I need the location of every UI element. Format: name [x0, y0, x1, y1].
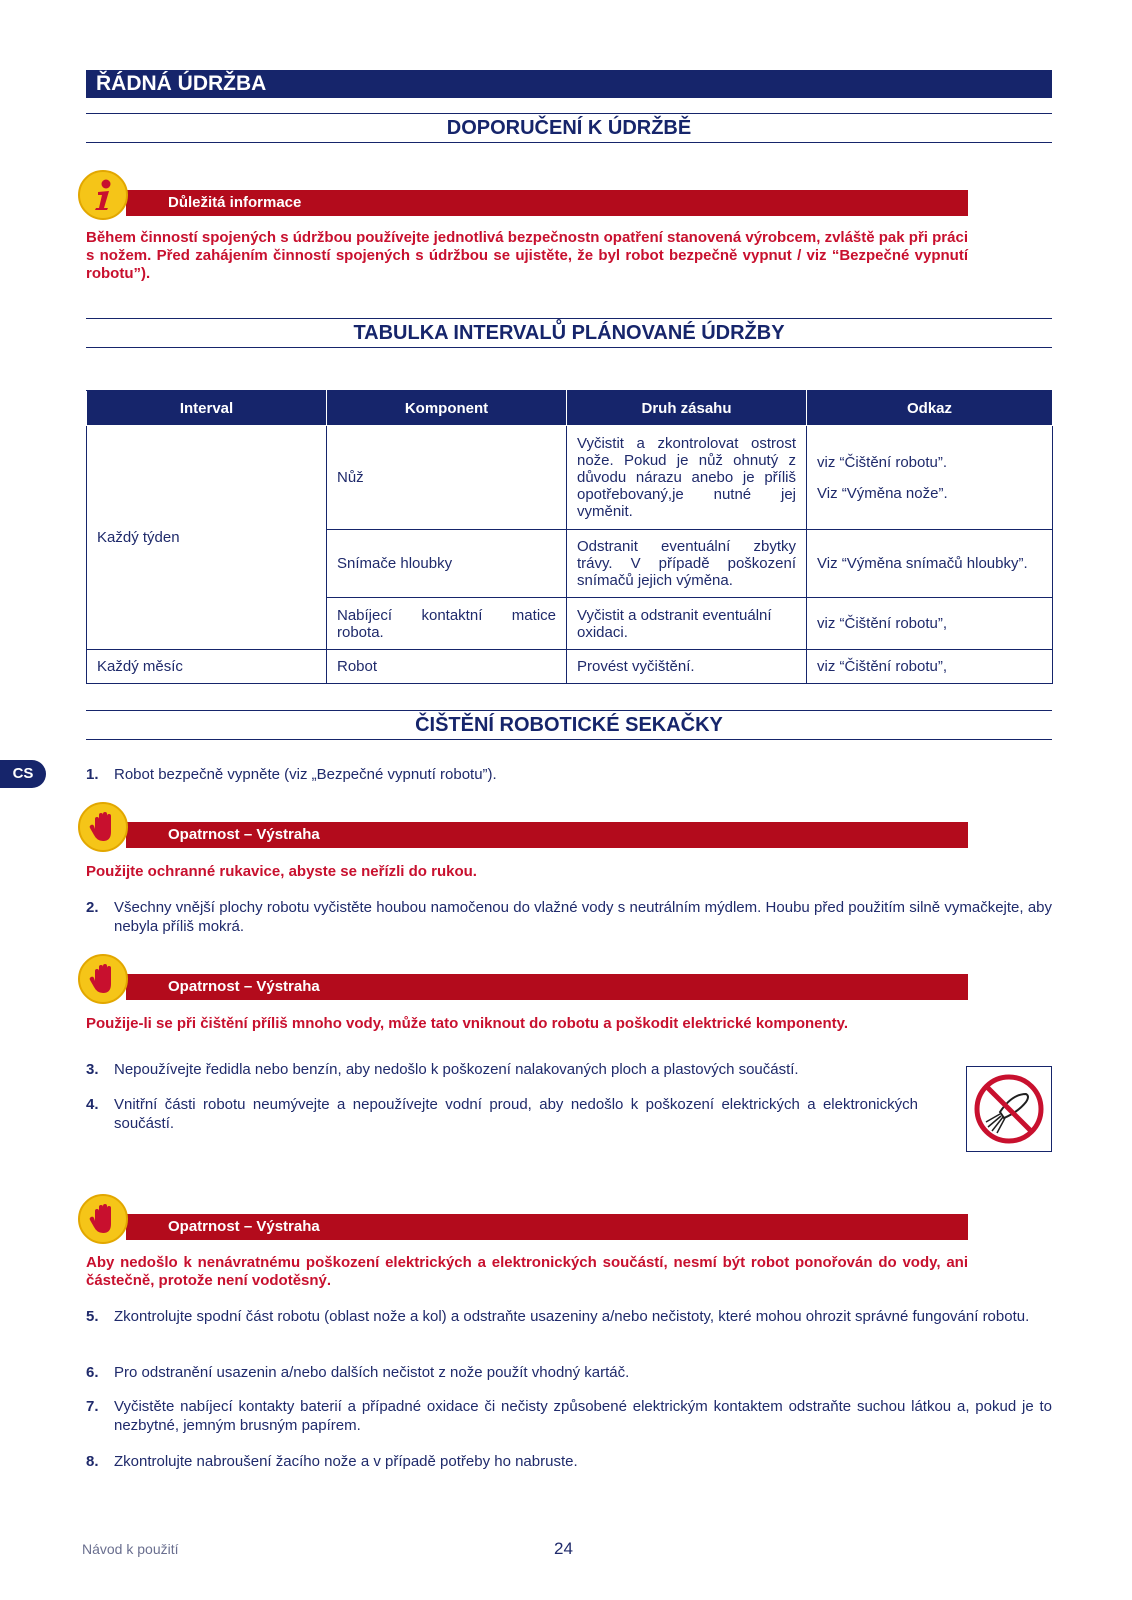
- reference-cell: Viz “Výměna snímačů hloubky”.: [807, 530, 1053, 598]
- reference-cell: viz “Čištění robotu”,: [807, 650, 1053, 684]
- step-item: [86, 1363, 1052, 1382]
- warning-text: Aby nedošlo k nenávratnému poškození elektrických a elektronických součástí, nesmí být robot ponořován do vody, ani částečně, protože není vodotěsný.: [86, 1254, 968, 1289]
- warning-bar: [126, 822, 968, 848]
- stop-hand-icon: [78, 954, 128, 1004]
- component-cell: Robot: [327, 650, 567, 684]
- component-cell: Nůž: [327, 426, 567, 530]
- header-action: Druh zásahu: [567, 391, 807, 426]
- info-title: Důležitá informace: [168, 194, 302, 211]
- interval-weekly: Každý týden: [87, 426, 327, 650]
- step-number: 6.: [86, 1364, 99, 1381]
- step-text: Pro odstranění usazenin a/nebo dalších nečistot z nože použít vhodný kartáč.: [114, 1364, 630, 1381]
- step-number: 7.: [86, 1398, 99, 1415]
- no-water-jet-icon: [966, 1066, 1052, 1152]
- step-text: Zkontrolujte nabroušení žacího nože a v případě potřeby ho nabruste.: [114, 1453, 578, 1470]
- step-number: 1.: [86, 766, 99, 783]
- footer-manual-label: Návod k použití: [82, 1541, 179, 1557]
- info-text: Během činností spojených s údržbou používejte jednotlivá bezpečnostn opatření stanovená výrobcem, zvláště pak při práci s nožem. Před zahájením činností spojených s údržbou se ujistěte, že byl robot bezpečně vypnut / viz “Bezpečné vypnutí robotu”).: [86, 229, 968, 282]
- interval-monthly: Každý měsíc: [87, 650, 327, 684]
- step-number: 3.: [86, 1061, 99, 1078]
- action-cell: Vyčistit a odstranit eventuální oxidaci.: [567, 598, 807, 650]
- stop-hand-icon: [78, 802, 128, 852]
- reference-text: Viz “Výměna nože”.: [817, 484, 948, 502]
- maintenance-schedule-table: [86, 390, 1053, 684]
- step-item: [86, 1397, 1052, 1435]
- step-item: [86, 1060, 946, 1079]
- step-item: [86, 765, 1052, 784]
- step-text: Robot bezpečně vypněte (viz „Bezpečné vypnutí robotu”).: [114, 766, 497, 783]
- warning-title: Opatrnost – Výstraha: [168, 826, 320, 843]
- language-tab: CS: [0, 760, 46, 788]
- warning-text: Použijte ochranné rukavice, abyste se neřízli do rukou.: [86, 863, 477, 880]
- section-heading-recommendations: DOPORUČENÍ K ÚDRŽBĚ: [86, 113, 1052, 143]
- warning-title: Opatrnost – Výstraha: [168, 1218, 320, 1235]
- step-item: [86, 1452, 1052, 1471]
- warning-bar: [126, 1214, 968, 1240]
- step-number: 8.: [86, 1453, 99, 1470]
- header-interval: Interval: [87, 391, 327, 426]
- step-number: 2.: [86, 899, 99, 916]
- table-header-row: [87, 391, 1053, 426]
- reference-cell: [807, 426, 1053, 530]
- step-text: Všechny vnější plochy robotu vyčistěte houbou namočenou do vlažné vody s neutrálním mýdlem. Houbu před použitím silně vymačkejte, aby nebyla příliš mokrá.: [114, 899, 1052, 935]
- stop-hand-icon: [78, 1194, 128, 1244]
- header-reference: Odkaz: [807, 391, 1053, 426]
- reference-cell: viz “Čištění robotu”,: [807, 598, 1053, 650]
- table-row: [87, 650, 1053, 684]
- component-cell: Snímače hloubky: [327, 530, 567, 598]
- warning-title: Opatrnost – Výstraha: [168, 978, 320, 995]
- action-cell: Provést vyčištění.: [567, 650, 807, 684]
- component-cell: Nabíjecí kontaktní matice robota.: [327, 598, 567, 650]
- table-row: [87, 426, 1053, 530]
- warning-bar: [126, 974, 968, 1000]
- warning-text: Použije-li se při čištění příliš mnoho vody, může tato vniknout do robotu a poškodit elektrické komponenty.: [86, 1015, 849, 1032]
- reference-text: viz “Čištění robotu”.: [817, 453, 948, 471]
- info-icon: [78, 170, 128, 220]
- step-text: Vyčistěte nabíjecí kontakty baterií a případné oxidace či nečisty způsobené elektrickým kontaktem odstraňte suchou látkou a, pokud je to nezbytné, jemným brusným papírem.: [114, 1398, 1052, 1434]
- section-heading-schedule: TABULKA INTERVALŮ PLÁNOVANÉ ÚDRŽBY: [86, 318, 1052, 348]
- action-cell: Odstranit eventuální zbytky trávy. V případě poškození snímačů jejich výměna.: [567, 530, 807, 598]
- step-item: [86, 1307, 1052, 1326]
- info-bar: [126, 190, 968, 216]
- step-number: 5.: [86, 1308, 99, 1325]
- step-number: 4.: [86, 1096, 99, 1113]
- action-cell: Vyčistit a zkontrolovat ostrost nože. Pokud je nůž ohnutý z důvodu nárazu anebo je příliš opotřebovaný,je nutné jej vyměnit.: [567, 426, 807, 530]
- step-text: Vnitřní části robotu neumývejte a nepoužívejte vodní proud, aby nedošlo k poškození elektrických a elektronických součástí.: [114, 1096, 918, 1132]
- step-item: [86, 898, 1052, 936]
- page-title: ŘÁDNÁ ÚDRŽBA: [86, 70, 1052, 98]
- step-text: Zkontrolujte spodní část robotu (oblast nože a kol) a odstraňte usazeniny a/nebo nečistoty, které mohou ohrozit správné fungování robotu.: [114, 1308, 1030, 1325]
- section-heading-cleaning: ČIŠTĚNÍ ROBOTICKÉ SEKAČKY: [86, 710, 1052, 740]
- step-item: [86, 1095, 918, 1133]
- page-number: 24: [554, 1539, 573, 1558]
- step-text: Nepoužívejte ředidla nebo benzín, aby nedošlo k poškození nalakovaných ploch a plastových součástí.: [114, 1061, 799, 1078]
- header-component: Komponent: [327, 391, 567, 426]
